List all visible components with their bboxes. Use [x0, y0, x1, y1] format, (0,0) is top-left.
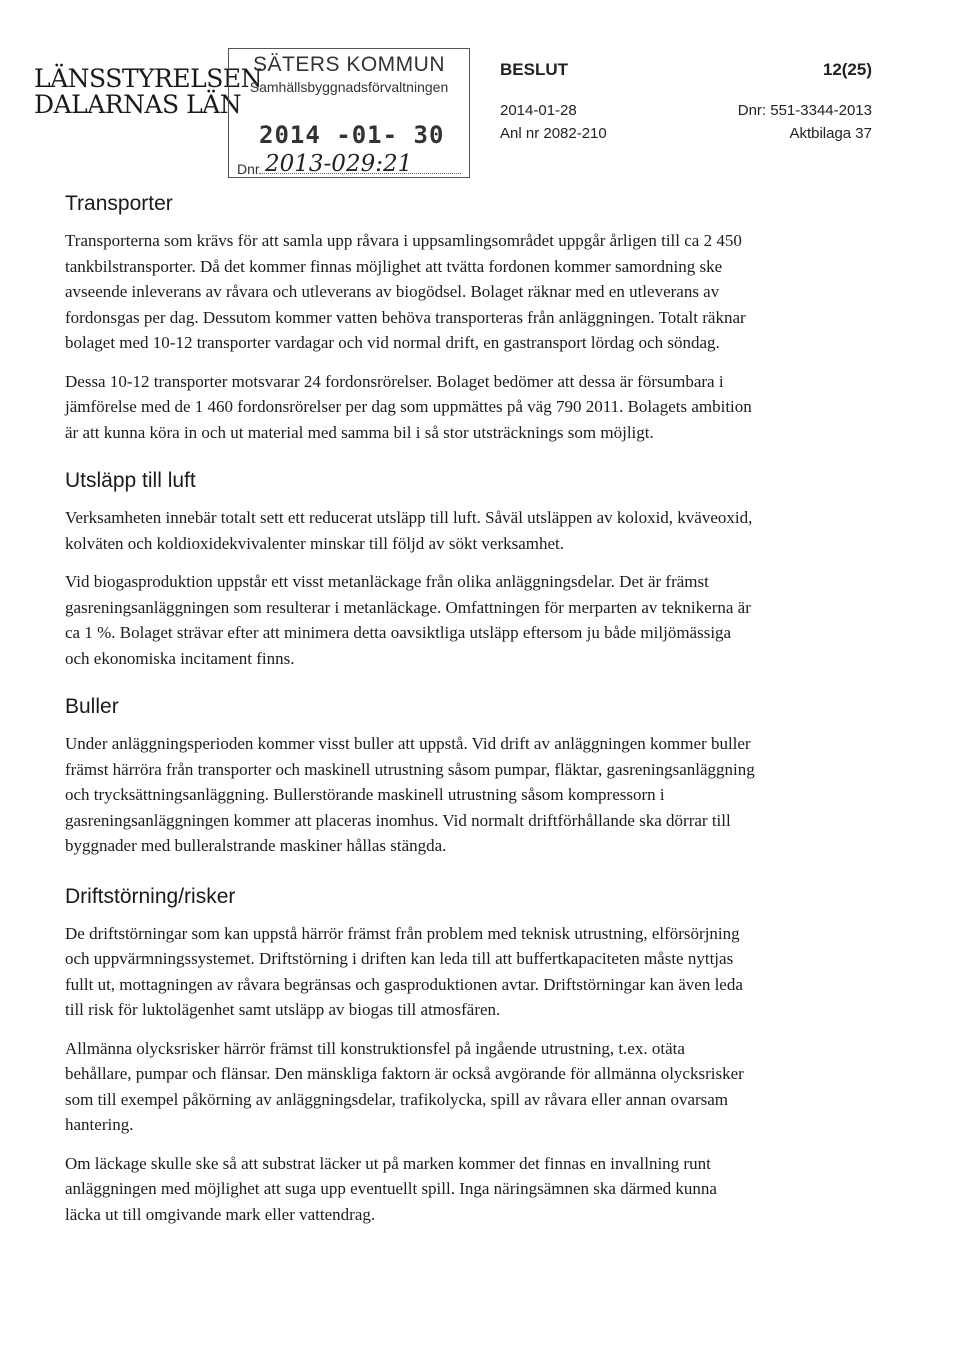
stamp-date: 2014 -01- 30	[259, 121, 445, 149]
received-stamp	[228, 48, 470, 178]
paragraph: Allmänna olycksrisker härrör främst till konstruktionsfel på ingående utrustning, t.ex. otäta behållare, pumpar och flänsar. Den mänskliga faktorn är också avgörande för allmänna olycksrisker som till exempel påkörning av anläggningsdelar, trafikolycka, spill av råvara eller annan ovarsam hantering.	[65, 1038, 744, 1134]
stamp-organization: SÄTERS KOMMUN	[252, 53, 445, 76]
paragraph: De driftstörningar som kan uppstå härrör främst från problem med teknisk utrustning, elförsörjning och uppvärmningssystemet. Driftstörning i driften kan leda till att buffertkapaciteten måste nyttjas fullt ut, mottagningen av råvara begränsas och gasproduktionen avtar. Driftstörningar kan även leda till risk för luktolägenhet samt utsläpp av biogas till atmosfären.	[65, 923, 743, 1019]
section-driftstorning-risker	[65, 883, 755, 1228]
section-heading: Utsläpp till luft	[65, 469, 196, 492]
document-type: BESLUT	[500, 60, 568, 79]
logo-line-2: DALARNAS LÄN	[34, 90, 242, 119]
paragraph: Vid biogasproduktion uppstår ett visst metanläckage från olika anläggningsdelar. Det är främst gasreningsanläggningen som resulterar i metanläckage. Omfattningen för merparten av teknikerna är ca 1 %. Bolaget strävar efter att minimera detta oavsiktliga utsläpp eftersom ju både miljömässiga och ekonomiska incitament finns.	[65, 572, 751, 668]
stamp-dnr-line	[259, 173, 461, 174]
stamp-dnr-label: Dnr	[237, 161, 260, 177]
section-utslapp-till-luft	[65, 467, 755, 671]
section-transporter	[65, 190, 755, 445]
paragraph: Verksamheten innebär totalt sett ett reducerat utsläpp till luft. Såväl utsläppen av koloxid, kväveoxid, kolväten och koldioxidekvivalenter minskar till följd av sökt verksamhet.	[65, 508, 753, 553]
section-heading: Transporter	[65, 192, 173, 215]
anl-number: Anl nr 2082-210	[500, 125, 607, 142]
paragraph: Under anläggningsperioden kommer visst buller att uppstå. Vid drift av anläggningen kommer buller främst härröra från transporter och maskinell utrustning såsom pumpar, fläktar, gasreningsanläggning och trycksättningsanläggning. Bullerstörande maskinell utrustning såsom kompressorn i gasreningsanläggningen kommer att placeras inomhus. Vid normalt driftförhållande ska dörrar till byggnader med bulleralstrande maskiner hållas stängda.	[65, 734, 755, 855]
section-buller	[65, 693, 755, 859]
paragraph: Dessa 10-12 transporter motsvarar 24 fordonsrörelser. Bolaget bedömer att dessa är försumbara i jämförelse med de 1 460 fordonsrörelser per dag som uppmättes på väg 790 2011. Bolagets ambition är att kunna köra in och ut material med samma bil i så stor utsträcknings som möjligt.	[65, 371, 752, 442]
section-heading: Driftstörning/risker	[65, 884, 236, 908]
stamp-department: Samhällsbyggnadsförvaltningen	[249, 79, 449, 95]
diary-number: Dnr: 551-3344-2013	[737, 102, 872, 119]
logo-line-1: LÄNSSTYRELSEN	[34, 64, 262, 93]
document-date: 2014-01-28	[500, 102, 577, 119]
paragraph: Transporterna som krävs för att samla upp råvara i uppsamlingsområdet uppgår årligen till ca 2 450 tankbilstransporter. Då det kommer finnas möjlighet att tvätta fordonen kommer samordning ske avseende inleverans av råvara och utleverans av biogödsel. Bolaget räknar med en utleverans av fordonsgas per dag. Dessutom kommer vatten behöva transporteras från anläggningen. Totalt räknar bolaget med 10-12 transporter vardagar och vid normal drift, en gastransport lördag och söndag.	[65, 231, 746, 352]
document-body	[65, 190, 755, 1240]
stamp-dnr-handwritten: 2013-029:21	[265, 151, 413, 177]
attachment-number: Aktbilaga 37	[789, 125, 872, 142]
section-heading: Buller	[65, 695, 119, 718]
paragraph: Om läckage skulle ske så att substrat läcker ut på marken kommer det finnas en invallning runt anläggningen med möjlighet att suga upp eventuellt spill. Inga näringsämnen ska därmed kunna läcka ut till omgivande mark eller vattendrag.	[65, 1153, 717, 1224]
page-number: 12(25)	[822, 60, 872, 79]
